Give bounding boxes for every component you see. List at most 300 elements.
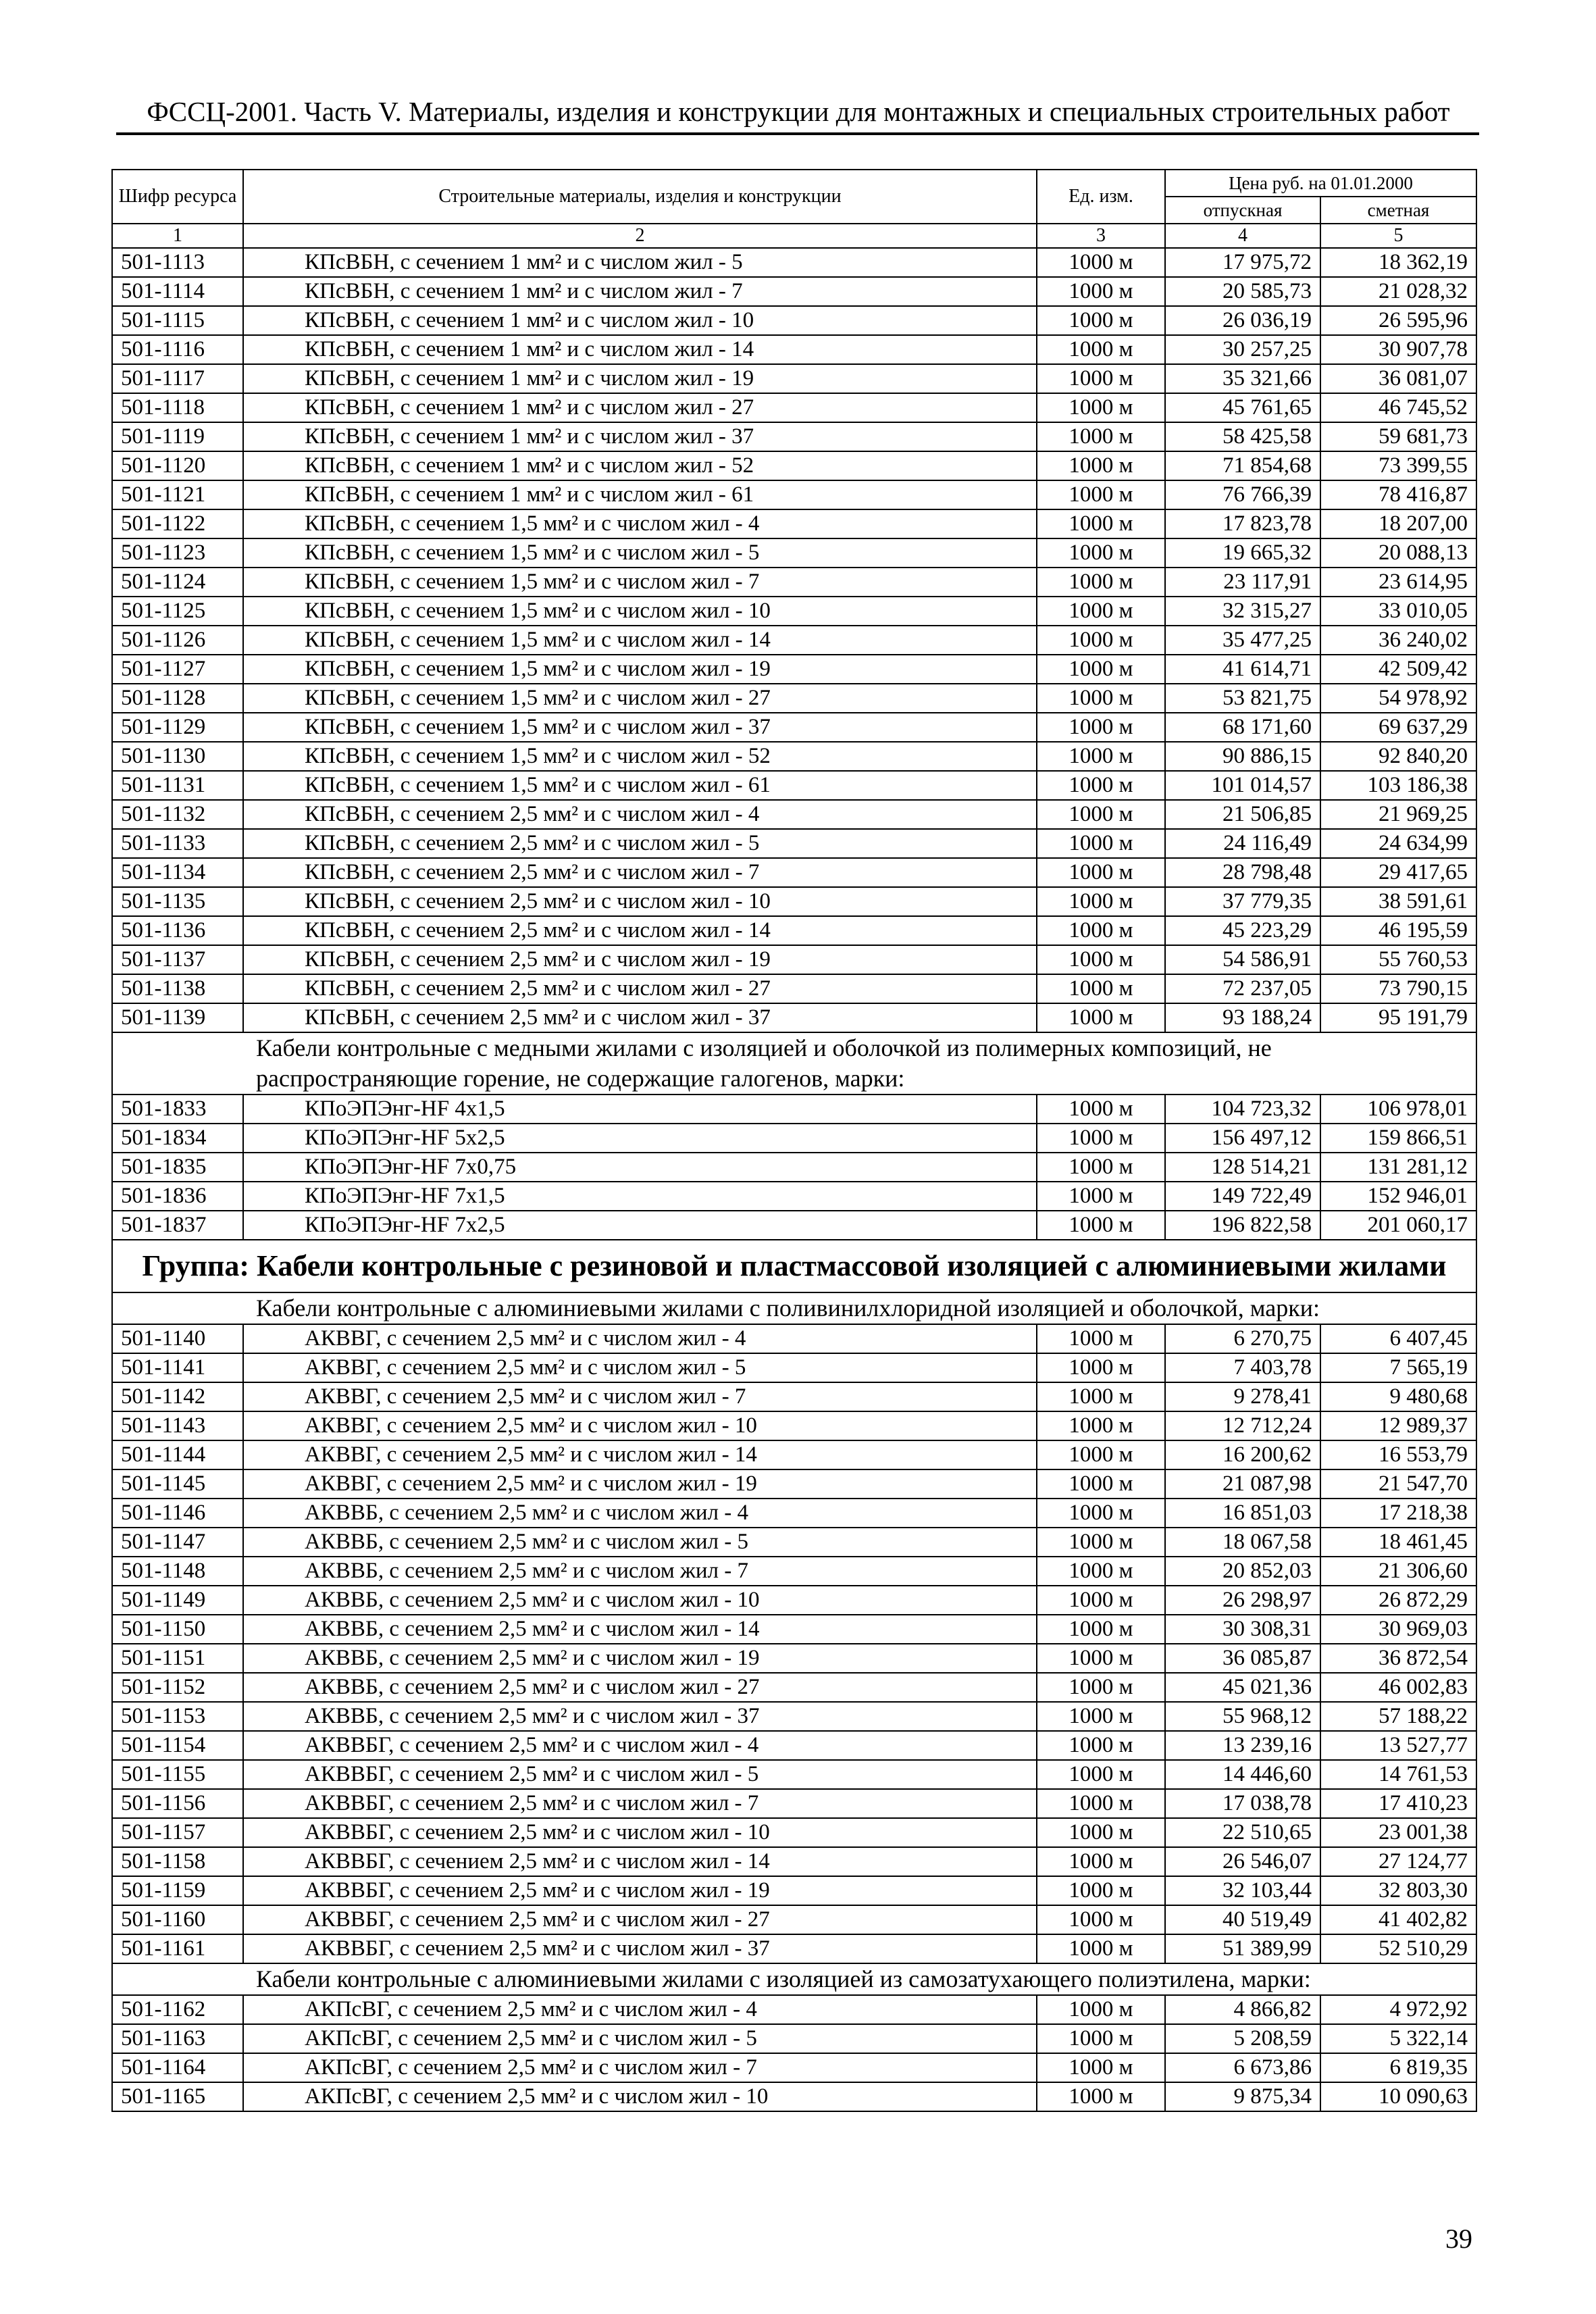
release-price: 17 975,72 [1165, 248, 1320, 277]
unit-cell: 1000 м [1037, 1211, 1165, 1240]
estimate-price: 57 188,22 [1320, 1702, 1476, 1731]
estimate-price: 55 760,53 [1320, 945, 1476, 974]
release-price: 40 519,49 [1165, 1905, 1320, 1934]
material-name: КПсВБН, с сечением 1,5 мм² и с числом жил - 7 [243, 568, 1037, 597]
unit-cell: 1000 м [1037, 1760, 1165, 1789]
resource-code: 501-1158 [112, 1847, 243, 1876]
release-price: 35 477,25 [1165, 626, 1320, 655]
page-number: 39 [1445, 2223, 1472, 2254]
unit-cell: 1000 м [1037, 2024, 1165, 2053]
unit-cell: 1000 м [1037, 1095, 1165, 1124]
resource-code: 501-1122 [112, 509, 243, 538]
material-name: АКВВГ, с сечением 2,5 мм² и с числом жил - 14 [243, 1440, 1037, 1469]
estimate-price: 69 637,29 [1320, 713, 1476, 742]
resource-code: 501-1131 [112, 771, 243, 800]
header-row [112, 170, 1476, 197]
unit-cell: 1000 м [1037, 509, 1165, 538]
estimate-price: 36 872,54 [1320, 1644, 1476, 1673]
resource-code: 501-1164 [112, 2053, 243, 2082]
unit-cell: 1000 м [1037, 1995, 1165, 2024]
resource-code: 501-1132 [112, 800, 243, 829]
section-title: Кабели контрольные с медными жилами с изоляцией и оболочкой из полимерных композиций, не распространяющие горение, не содержащие галогенов, марки: [112, 1032, 1476, 1095]
unit-cell: 1000 м [1037, 1702, 1165, 1731]
release-price: 20 852,03 [1165, 1557, 1320, 1586]
estimate-price: 21 306,60 [1320, 1557, 1476, 1586]
estimate-price: 21 028,32 [1320, 277, 1476, 306]
table-row [112, 1995, 1476, 2024]
table-row [112, 538, 1476, 568]
unit-cell: 1000 м [1037, 713, 1165, 742]
material-name: КПсВБН, с сечением 1 мм² и с числом жил - 10 [243, 306, 1037, 335]
material-name: КПсВБН, с сечением 2,5 мм² и с числом жил - 7 [243, 858, 1037, 887]
release-price: 41 614,71 [1165, 655, 1320, 684]
release-price: 23 117,91 [1165, 568, 1320, 597]
table-row [112, 1673, 1476, 1702]
resource-code: 501-1836 [112, 1182, 243, 1211]
header-estimate: сметная [1320, 197, 1476, 224]
unit-cell: 1000 м [1037, 1411, 1165, 1440]
resource-code: 501-1834 [112, 1124, 243, 1153]
material-name: АКВВГ, с сечением 2,5 мм² и с числом жил - 4 [243, 1324, 1037, 1353]
table-row [112, 1353, 1476, 1382]
material-name: АКВВБГ, с сечением 2,5 мм² и с числом жил - 37 [243, 1934, 1037, 1963]
material-name: КПсВБН, с сечением 1 мм² и с числом жил - 14 [243, 335, 1037, 364]
unit-cell: 1000 м [1037, 1499, 1165, 1528]
unit-cell: 1000 м [1037, 2082, 1165, 2111]
col-number: 1 [112, 224, 243, 248]
estimate-price: 17 410,23 [1320, 1789, 1476, 1818]
unit-cell: 1000 м [1037, 1528, 1165, 1557]
table-row [112, 277, 1476, 306]
unit-cell: 1000 м [1037, 1440, 1165, 1469]
material-name: АКВВБГ, с сечением 2,5 мм² и с числом жил - 7 [243, 1789, 1037, 1818]
estimate-price: 46 195,59 [1320, 916, 1476, 945]
unit-cell: 1000 м [1037, 1818, 1165, 1847]
table-row [112, 248, 1476, 277]
estimate-price: 38 591,61 [1320, 887, 1476, 916]
release-price: 55 968,12 [1165, 1702, 1320, 1731]
table-row [112, 974, 1476, 1003]
material-name: КПсВБН, с сечением 1,5 мм² и с числом жил - 27 [243, 684, 1037, 713]
resource-code: 501-1124 [112, 568, 243, 597]
unit-cell: 1000 м [1037, 306, 1165, 335]
release-price: 51 389,99 [1165, 1934, 1320, 1963]
table-row [112, 1003, 1476, 1032]
resource-code: 501-1159 [112, 1876, 243, 1905]
section-title: Кабели контрольные с алюминиевыми жилами с поливинилхлоридной изоляцией и оболочкой, марки: [112, 1292, 1476, 1324]
resource-code: 501-1139 [112, 1003, 243, 1032]
release-price: 28 798,48 [1165, 858, 1320, 887]
table-row [112, 858, 1476, 887]
table-row [112, 945, 1476, 974]
material-name: АКВВБ, с сечением 2,5 мм² и с числом жил - 14 [243, 1615, 1037, 1644]
table-row [112, 771, 1476, 800]
col-number: 5 [1320, 224, 1476, 248]
unit-cell: 1000 м [1037, 1789, 1165, 1818]
resource-code: 501-1130 [112, 742, 243, 771]
release-price: 16 851,03 [1165, 1499, 1320, 1528]
resource-code: 501-1146 [112, 1499, 243, 1528]
resource-code: 501-1121 [112, 480, 243, 509]
release-price: 21 506,85 [1165, 800, 1320, 829]
table-row [112, 1644, 1476, 1673]
resource-code: 501-1115 [112, 306, 243, 335]
resource-code: 501-1156 [112, 1789, 243, 1818]
unit-cell: 1000 м [1037, 1382, 1165, 1411]
table-row [112, 1818, 1476, 1847]
resource-code: 501-1145 [112, 1469, 243, 1499]
resource-code: 501-1136 [112, 916, 243, 945]
table-row [112, 306, 1476, 335]
resource-code: 501-1149 [112, 1586, 243, 1615]
resource-code: 501-1147 [112, 1528, 243, 1557]
unit-cell: 1000 м [1037, 480, 1165, 509]
unit-cell: 1000 м [1037, 422, 1165, 451]
col-number: 3 [1037, 224, 1165, 248]
release-price: 32 315,27 [1165, 597, 1320, 626]
release-price: 32 103,44 [1165, 1876, 1320, 1905]
estimate-price: 42 509,42 [1320, 655, 1476, 684]
material-name: КПсВБН, с сечением 2,5 мм² и с числом жил - 10 [243, 887, 1037, 916]
material-name: АКПсВГ, с сечением 2,5 мм² и с числом жил - 7 [243, 2053, 1037, 2082]
estimate-price: 16 553,79 [1320, 1440, 1476, 1469]
material-name: КПсВБН, с сечением 1 мм² и с числом жил - 27 [243, 393, 1037, 422]
estimate-price: 18 461,45 [1320, 1528, 1476, 1557]
release-price: 24 116,49 [1165, 829, 1320, 858]
resource-code: 501-1134 [112, 858, 243, 887]
material-name: АКВВБГ, с сечением 2,5 мм² и с числом жил - 27 [243, 1905, 1037, 1934]
resource-code: 501-1123 [112, 538, 243, 568]
unit-cell: 1000 м [1037, 1673, 1165, 1702]
estimate-price: 26 872,29 [1320, 1586, 1476, 1615]
unit-cell: 1000 м [1037, 277, 1165, 306]
estimate-price: 18 207,00 [1320, 509, 1476, 538]
material-name: АКВВБ, с сечением 2,5 мм² и с числом жил - 5 [243, 1528, 1037, 1557]
unit-cell: 1000 м [1037, 771, 1165, 800]
unit-cell: 1000 м [1037, 1644, 1165, 1673]
material-name: АКВВГ, с сечением 2,5 мм² и с числом жил - 10 [243, 1411, 1037, 1440]
material-name: КПсВБН, с сечением 1,5 мм² и с числом жил - 10 [243, 597, 1037, 626]
estimate-price: 131 281,12 [1320, 1153, 1476, 1182]
section-row [112, 1032, 1476, 1095]
group-row [112, 1240, 1476, 1292]
estimate-price: 201 060,17 [1320, 1211, 1476, 1240]
unit-cell: 1000 м [1037, 2053, 1165, 2082]
table-row [112, 1411, 1476, 1440]
release-price: 156 497,12 [1165, 1124, 1320, 1153]
material-name: АКВВБ, с сечением 2,5 мм² и с числом жил - 10 [243, 1586, 1037, 1615]
material-name: АКВВБ, с сечением 2,5 мм² и с числом жил - 27 [243, 1673, 1037, 1702]
release-price: 37 779,35 [1165, 887, 1320, 916]
table-row [112, 1440, 1476, 1469]
material-name: КПоЭПЭнг-HF 7x1,5 [243, 1182, 1037, 1211]
release-price: 104 723,32 [1165, 1095, 1320, 1124]
table-row [112, 1324, 1476, 1353]
unit-cell: 1000 м [1037, 1876, 1165, 1905]
unit-cell: 1000 м [1037, 1905, 1165, 1934]
material-name: АКВВБГ, с сечением 2,5 мм² и с числом жил - 4 [243, 1731, 1037, 1760]
estimate-price: 46 745,52 [1320, 393, 1476, 422]
header-rule [116, 132, 1479, 135]
material-name: КПсВБН, с сечением 2,5 мм² и с числом жил - 37 [243, 1003, 1037, 1032]
release-price: 45 223,29 [1165, 916, 1320, 945]
unit-cell: 1000 м [1037, 597, 1165, 626]
unit-cell: 1000 м [1037, 1324, 1165, 1353]
material-name: КПсВБН, с сечением 1 мм² и с числом жил - 19 [243, 364, 1037, 393]
running-header: ФССЦ-2001. Часть V. Материалы, изделия и конструкции для монтажных и специальных строительных работ [147, 96, 1450, 127]
material-name: АКВВБГ, с сечением 2,5 мм² и с числом жил - 19 [243, 1876, 1037, 1905]
column-number-row [112, 224, 1476, 248]
material-name: КПоЭПЭнг-HF 4x1,5 [243, 1095, 1037, 1124]
table-row [112, 364, 1476, 393]
resource-code: 501-1161 [112, 1934, 243, 1963]
section-title: Кабели контрольные с алюминиевыми жилами с изоляцией из самозатухающего полиэтилена, марки: [112, 1963, 1476, 1995]
table-row [112, 1382, 1476, 1411]
table-row [112, 1153, 1476, 1182]
unit-cell: 1000 м [1037, 626, 1165, 655]
table-row [112, 887, 1476, 916]
release-price: 26 546,07 [1165, 1847, 1320, 1876]
resource-code: 501-1160 [112, 1905, 243, 1934]
release-price: 58 425,58 [1165, 422, 1320, 451]
material-name: КПсВБН, с сечением 1,5 мм² и с числом жил - 52 [243, 742, 1037, 771]
material-name: КПсВБН, с сечением 2,5 мм² и с числом жил - 27 [243, 974, 1037, 1003]
estimate-price: 159 866,51 [1320, 1124, 1476, 1153]
table-row [112, 1586, 1476, 1615]
resource-code: 501-1117 [112, 364, 243, 393]
header-release: отпускная [1165, 197, 1320, 224]
estimate-price: 23 001,38 [1320, 1818, 1476, 1847]
release-price: 18 067,58 [1165, 1528, 1320, 1557]
release-price: 6 673,86 [1165, 2053, 1320, 2082]
unit-cell: 1000 м [1037, 451, 1165, 480]
material-name: АКВВБГ, с сечением 2,5 мм² и с числом жил - 14 [243, 1847, 1037, 1876]
material-name: КПсВБН, с сечением 1,5 мм² и с числом жил - 4 [243, 509, 1037, 538]
release-price: 68 171,60 [1165, 713, 1320, 742]
resource-code: 501-1127 [112, 655, 243, 684]
table-row [112, 655, 1476, 684]
release-price: 26 036,19 [1165, 306, 1320, 335]
estimate-price: 54 978,92 [1320, 684, 1476, 713]
material-name: АКВВБ, с сечением 2,5 мм² и с числом жил - 37 [243, 1702, 1037, 1731]
table-row [112, 1557, 1476, 1586]
estimate-price: 7 565,19 [1320, 1353, 1476, 1382]
resource-code: 501-1155 [112, 1760, 243, 1789]
group-title: Группа: Кабели контрольные с резиновой и пластмассовой изоляцией с алюминиевыми жилами [112, 1240, 1476, 1292]
material-name: АКВВГ, с сечением 2,5 мм² и с числом жил - 19 [243, 1469, 1037, 1499]
estimate-price: 29 417,65 [1320, 858, 1476, 887]
release-price: 196 822,58 [1165, 1211, 1320, 1240]
material-name: КПсВБН, с сечением 1,5 мм² и с числом жил - 19 [243, 655, 1037, 684]
material-name: АКВВГ, с сечением 2,5 мм² и с числом жил - 5 [243, 1353, 1037, 1382]
estimate-price: 152 946,01 [1320, 1182, 1476, 1211]
table-row [112, 1095, 1476, 1124]
estimate-price: 27 124,77 [1320, 1847, 1476, 1876]
table-row [112, 1876, 1476, 1905]
table-row [112, 1760, 1476, 1789]
release-price: 26 298,97 [1165, 1586, 1320, 1615]
table-row [112, 2082, 1476, 2111]
release-price: 9 875,34 [1165, 2082, 1320, 2111]
table-row [112, 1847, 1476, 1876]
unit-cell: 1000 м [1037, 742, 1165, 771]
unit-cell: 1000 м [1037, 800, 1165, 829]
resource-code: 501-1833 [112, 1095, 243, 1124]
release-price: 53 821,75 [1165, 684, 1320, 713]
release-price: 101 014,57 [1165, 771, 1320, 800]
table-row [112, 451, 1476, 480]
estimate-price: 13 527,77 [1320, 1731, 1476, 1760]
table-row [112, 1469, 1476, 1499]
release-price: 13 239,16 [1165, 1731, 1320, 1760]
unit-cell: 1000 м [1037, 1557, 1165, 1586]
unit-cell: 1000 м [1037, 1615, 1165, 1644]
unit-cell: 1000 м [1037, 1469, 1165, 1499]
unit-cell: 1000 м [1037, 1847, 1165, 1876]
table-row [112, 1934, 1476, 1963]
header-code: Шифр ресурса [112, 170, 243, 224]
release-price: 76 766,39 [1165, 480, 1320, 509]
estimate-price: 32 803,30 [1320, 1876, 1476, 1905]
material-name: АКВВБГ, с сечением 2,5 мм² и с числом жил - 5 [243, 1760, 1037, 1789]
estimate-price: 41 402,82 [1320, 1905, 1476, 1934]
estimate-price: 78 416,87 [1320, 480, 1476, 509]
resource-code: 501-1142 [112, 1382, 243, 1411]
release-price: 93 188,24 [1165, 1003, 1320, 1032]
estimate-price: 36 081,07 [1320, 364, 1476, 393]
estimate-price: 73 399,55 [1320, 451, 1476, 480]
resource-code: 501-1163 [112, 2024, 243, 2053]
material-name: КПсВБН, с сечением 1 мм² и с числом жил - 37 [243, 422, 1037, 451]
release-price: 20 585,73 [1165, 277, 1320, 306]
table-row [112, 1182, 1476, 1211]
resource-code: 501-1141 [112, 1353, 243, 1382]
resource-code: 501-1148 [112, 1557, 243, 1586]
estimate-price: 23 614,95 [1320, 568, 1476, 597]
estimate-price: 24 634,99 [1320, 829, 1476, 858]
header-unit: Ед. изм. [1037, 170, 1165, 224]
table-row [112, 568, 1476, 597]
resource-code: 501-1118 [112, 393, 243, 422]
unit-cell: 1000 м [1037, 248, 1165, 277]
estimate-price: 30 969,03 [1320, 1615, 1476, 1644]
resource-code: 501-1129 [112, 713, 243, 742]
release-price: 45 761,65 [1165, 393, 1320, 422]
resource-code: 501-1154 [112, 1731, 243, 1760]
material-name: КПсВБН, с сечением 1 мм² и с числом жил - 61 [243, 480, 1037, 509]
release-price: 72 237,05 [1165, 974, 1320, 1003]
resource-code: 501-1125 [112, 597, 243, 626]
table-row [112, 1789, 1476, 1818]
material-name: КПсВБН, с сечением 1 мм² и с числом жил - 7 [243, 277, 1037, 306]
release-price: 4 866,82 [1165, 1995, 1320, 2024]
resource-code: 501-1138 [112, 974, 243, 1003]
resource-code: 501-1137 [112, 945, 243, 974]
resource-code: 501-1140 [112, 1324, 243, 1353]
unit-cell: 1000 м [1037, 1153, 1165, 1182]
table-row [112, 800, 1476, 829]
material-name: АКВВБ, с сечением 2,5 мм² и с числом жил - 7 [243, 1557, 1037, 1586]
material-name: АКВВБ, с сечением 2,5 мм² и с числом жил - 19 [243, 1644, 1037, 1673]
estimate-price: 6 407,45 [1320, 1324, 1476, 1353]
material-name: АКПсВГ, с сечением 2,5 мм² и с числом жил - 4 [243, 1995, 1037, 2024]
material-name: КПсВБН, с сечением 2,5 мм² и с числом жил - 19 [243, 945, 1037, 974]
section-row [112, 1963, 1476, 1995]
table-row [112, 422, 1476, 451]
table-row [112, 597, 1476, 626]
unit-cell: 1000 м [1037, 1731, 1165, 1760]
estimate-price: 52 510,29 [1320, 1934, 1476, 1963]
unit-cell: 1000 м [1037, 945, 1165, 974]
release-price: 12 712,24 [1165, 1411, 1320, 1440]
estimate-price: 59 681,73 [1320, 422, 1476, 451]
unit-cell: 1000 м [1037, 1586, 1165, 1615]
resource-code: 501-1151 [112, 1644, 243, 1673]
unit-cell: 1000 м [1037, 335, 1165, 364]
release-price: 128 514,21 [1165, 1153, 1320, 1182]
release-price: 30 257,25 [1165, 335, 1320, 364]
resource-code: 501-1120 [112, 451, 243, 480]
table-row [112, 1211, 1476, 1240]
unit-cell: 1000 м [1037, 829, 1165, 858]
table-row [112, 684, 1476, 713]
unit-cell: 1000 м [1037, 568, 1165, 597]
table-row [112, 829, 1476, 858]
estimate-price: 14 761,53 [1320, 1760, 1476, 1789]
material-name: КПсВБН, с сечением 1 мм² и с числом жил - 5 [243, 248, 1037, 277]
release-price: 36 085,87 [1165, 1644, 1320, 1673]
table-row [112, 1905, 1476, 1934]
material-name: АКПсВГ, с сечением 2,5 мм² и с числом жил - 10 [243, 2082, 1037, 2111]
release-price: 54 586,91 [1165, 945, 1320, 974]
table-row [112, 393, 1476, 422]
material-name: АКВВГ, с сечением 2,5 мм² и с числом жил - 7 [243, 1382, 1037, 1411]
unit-cell: 1000 м [1037, 858, 1165, 887]
material-name: АКВВБГ, с сечением 2,5 мм² и с числом жил - 10 [243, 1818, 1037, 1847]
release-price: 6 270,75 [1165, 1324, 1320, 1353]
estimate-price: 12 989,37 [1320, 1411, 1476, 1440]
resource-code: 501-1150 [112, 1615, 243, 1644]
material-name: КПоЭПЭнг-HF 5x2,5 [243, 1124, 1037, 1153]
resource-code: 501-1116 [112, 335, 243, 364]
material-name: КПсВБН, с сечением 2,5 мм² и с числом жил - 5 [243, 829, 1037, 858]
estimate-price: 21 969,25 [1320, 800, 1476, 829]
table-row [112, 742, 1476, 771]
resource-code: 501-1165 [112, 2082, 243, 2111]
material-name: КПсВБН, с сечением 2,5 мм² и с числом жил - 4 [243, 800, 1037, 829]
col-number: 2 [243, 224, 1037, 248]
resource-code: 501-1152 [112, 1673, 243, 1702]
estimate-price: 20 088,13 [1320, 538, 1476, 568]
material-name: АКВВБ, с сечением 2,5 мм² и с числом жил - 4 [243, 1499, 1037, 1528]
resource-code: 501-1135 [112, 887, 243, 916]
unit-cell: 1000 м [1037, 1124, 1165, 1153]
resource-code: 501-1133 [112, 829, 243, 858]
table-row [112, 2024, 1476, 2053]
resource-code: 501-1144 [112, 1440, 243, 1469]
unit-cell: 1000 м [1037, 887, 1165, 916]
release-price: 45 021,36 [1165, 1673, 1320, 1702]
release-price: 30 308,31 [1165, 1615, 1320, 1644]
material-name: КПсВБН, с сечением 1,5 мм² и с числом жил - 37 [243, 713, 1037, 742]
table-row [112, 1702, 1476, 1731]
estimate-price: 9 480,68 [1320, 1382, 1476, 1411]
resource-code: 501-1157 [112, 1818, 243, 1847]
estimate-price: 21 547,70 [1320, 1469, 1476, 1499]
table-row [112, 626, 1476, 655]
material-name: КПоЭПЭнг-HF 7x0,75 [243, 1153, 1037, 1182]
resource-code: 501-1119 [112, 422, 243, 451]
